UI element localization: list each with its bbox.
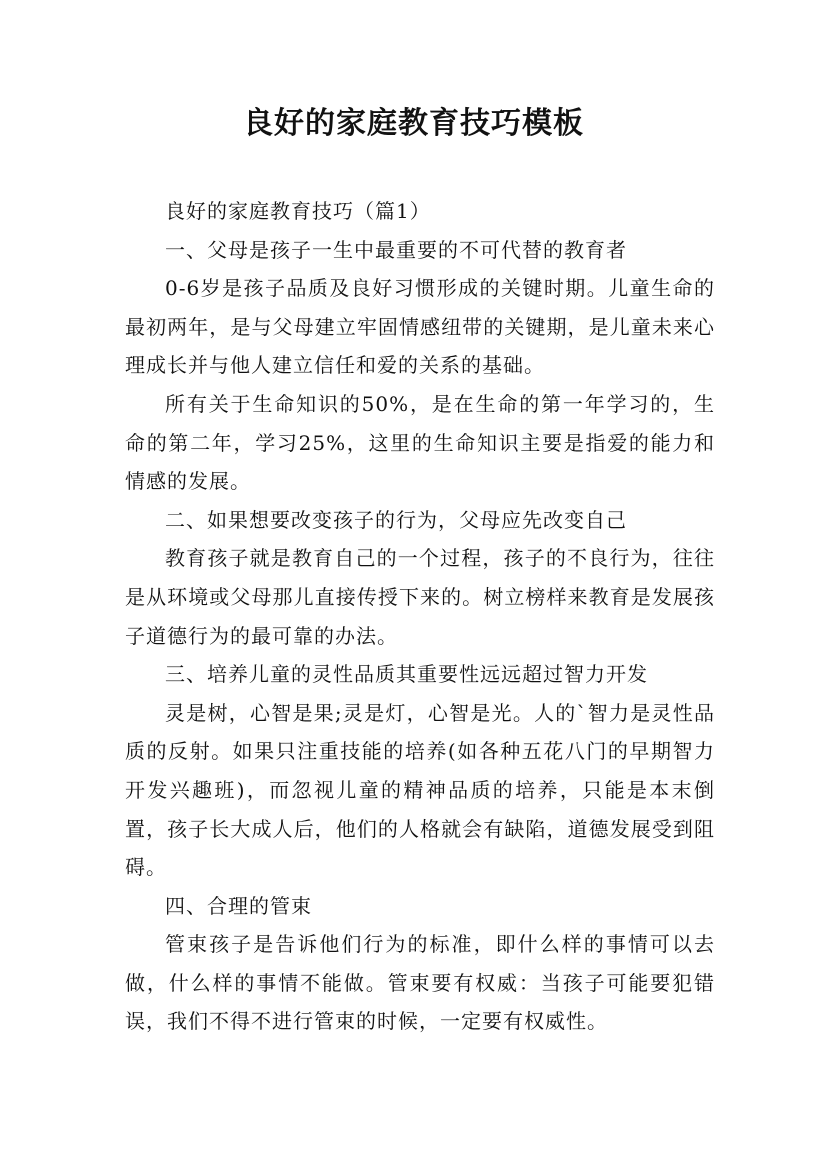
subheading-3: 三、培养儿童的灵性品质其重要性远远超过智力开发 [165,662,648,687]
document-body [125,192,715,1041]
paragraph: 0-6岁是孩子品质及良好习惯形成的关键时期。儿童生命的最初两年，是与父母建立牢固情感纽带的关键期，是儿童未来心理成长并与他人建立信任和爱的关系的基础。 [125,276,715,378]
section-heading: 良好的家庭教育技巧（篇1） [165,199,431,223]
paragraph: 教育孩子就是教育自己的一个过程，孩子的不良行为，往往是从环境或父母那儿直接传授下来的。树立榜样来教育是发展孩子道德行为的最可靠的办法。 [125,546,715,648]
subheading-2: 二、如果想要改变孩子的行为，父母应先改变自己 [165,507,627,532]
subheading-1: 一、父母是孩子一生中最重要的不可代替的教育者 [165,237,627,262]
document-title: 良好的家庭教育技巧模板 [243,106,584,141]
subheading-4: 四、合理的管束 [165,893,312,918]
paragraph: 所有关于生命知识的50%，是在生命的第一年学习的，生命的第二年，学习25%，这里的生命知识主要是指爱的能力和情感的发展。 [125,391,715,494]
paragraph: 灵是树，心智是果;灵是灯，心智是光。人的`智力是灵性品质的反射。如果只注重技能的培养(如各种五花八门的早期智力开发兴趣班)，而忽视儿童的精神品质的培养，只能是本末倒置，孩子长大成人后，他们的人格就会有缺陷，道德发展受到阻碍。 [125,700,715,880]
paragraph: 管束孩子是告诉他们行为的标准，即什么样的事情可以去做，什么样的事情不能做。管束要有权威：当孩子可能要犯错误，我们不得不进行管束的时候，一定要有权威性。 [125,932,715,1034]
